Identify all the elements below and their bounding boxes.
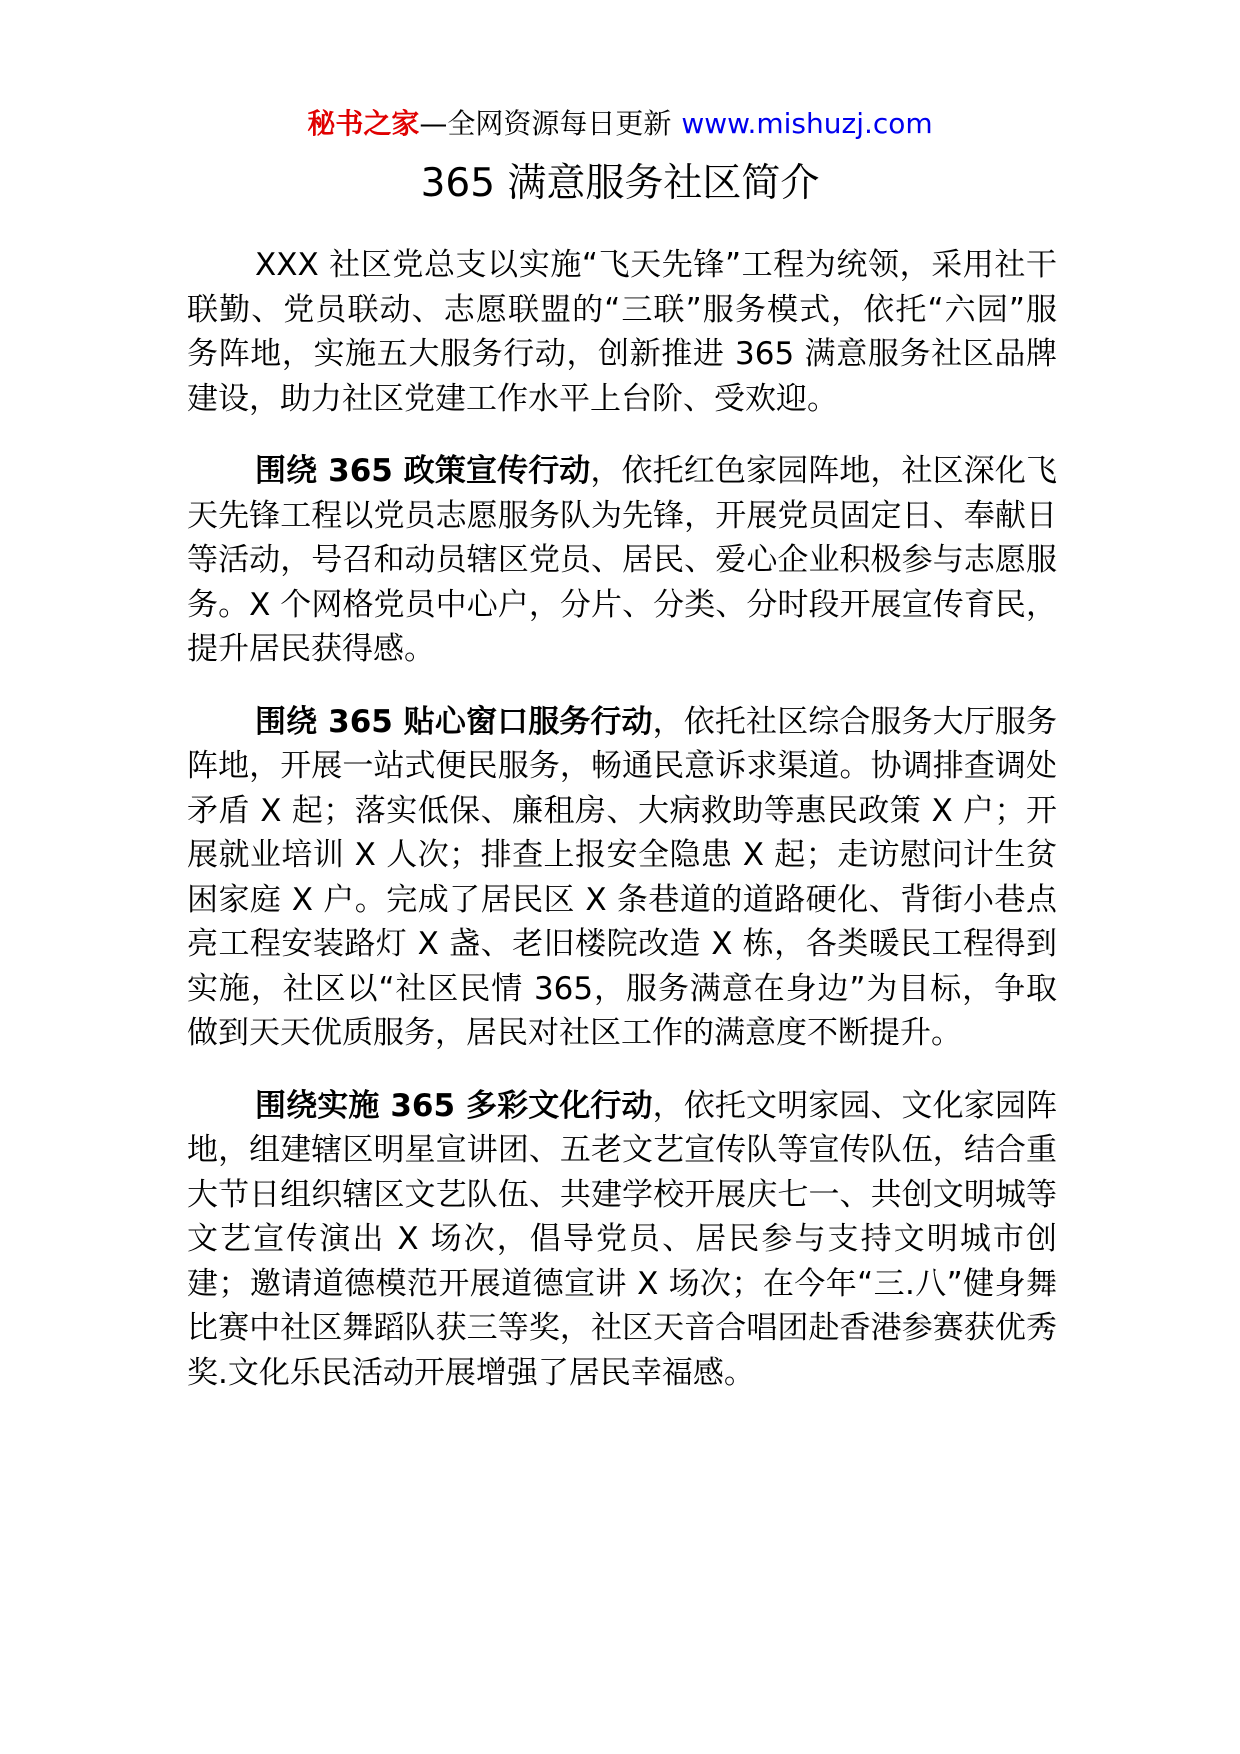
paragraph: [187, 243, 1057, 421]
paragraph-text: ，依托文明家园、文化家园阵地，组建辖区明星宣讲团、五老文艺宣传队等宣传队伍，结合重大节日组织辖区文艺队伍、共建学校开展庆七一、共创文明城等文艺宣传演出 X 场次，倡导党员、居民参与支持文明城市创建；邀请道德模范开展道德宣讲 X 场次；在今年“三.八”健身舞比赛中社区舞蹈队获三等奖，社区天音合唱团赴香港参赛获优秀奖.文化乐民活动开展增强了居民幸福感。: [187, 1087, 1058, 1391]
watermark-header: [0, 104, 1240, 144]
paragraph-lead: 围绕 365 政策宣传行动: [255, 453, 591, 489]
paragraph-text: ，依托红色家园阵地，社区深化飞天先锋工程以党员志愿服务队为先锋，开展党员固定日、奉献日等活动，号召和动员辖区党员、居民、爱心企业积极参与志愿服务。X 个网格党员中心户，分片、分类、分时段开展宣传育民，提升居民获得感。: [187, 453, 1057, 667]
document-title: 365 满意服务社区简介: [420, 161, 820, 206]
paragraph: [187, 449, 1057, 672]
paragraph: [187, 1084, 1057, 1396]
paragraph-lead: 围绕实施 365 多彩文化行动: [255, 1087, 653, 1124]
brand-name: 秘书之家: [307, 107, 420, 140]
paragraph-lead: 围绕 365 贴心窗口服务行动: [255, 703, 653, 740]
brand-slogan: —全网资源每日更新: [419, 107, 672, 140]
paragraph-text: ，依托社区综合服务大厅服务阵地，开展一站式便民服务，畅通民意诉求渠道。协调排查调处矛盾 X 起；落实低保、廉租房、大病救助等惠民政策 X 户；开展就业培训 X 人次；排查上报安全隐患 X 起；走访慰问计生贫困家庭 X 户。完成了居民区 X 条巷道的道路硬化、背街小巷点亮工程安装路灯 X 盏、老旧楼院改造 X 栋，各类暖民工程得到实施，社区以“社区民情 365，服务满意在身边”为目标，争取做到天天优质服务，居民对社区工作的满意度不断提升。: [187, 703, 1058, 1051]
website-link[interactable]: www.mishuzj.com: [681, 107, 933, 140]
paragraph: [187, 700, 1057, 1056]
document-body: [187, 243, 1057, 1423]
paragraph-text: XXX 社区党总支以实施“飞天先锋”工程为统领，采用社干联勤、党员联动、志愿联盟的“三联”服务模式，依托“六园”服务阵地，实施五大服务行动，创新推进 365 满意服务社区品牌建设，助力社区党建工作水平上台阶、受欢迎。: [187, 247, 1057, 417]
